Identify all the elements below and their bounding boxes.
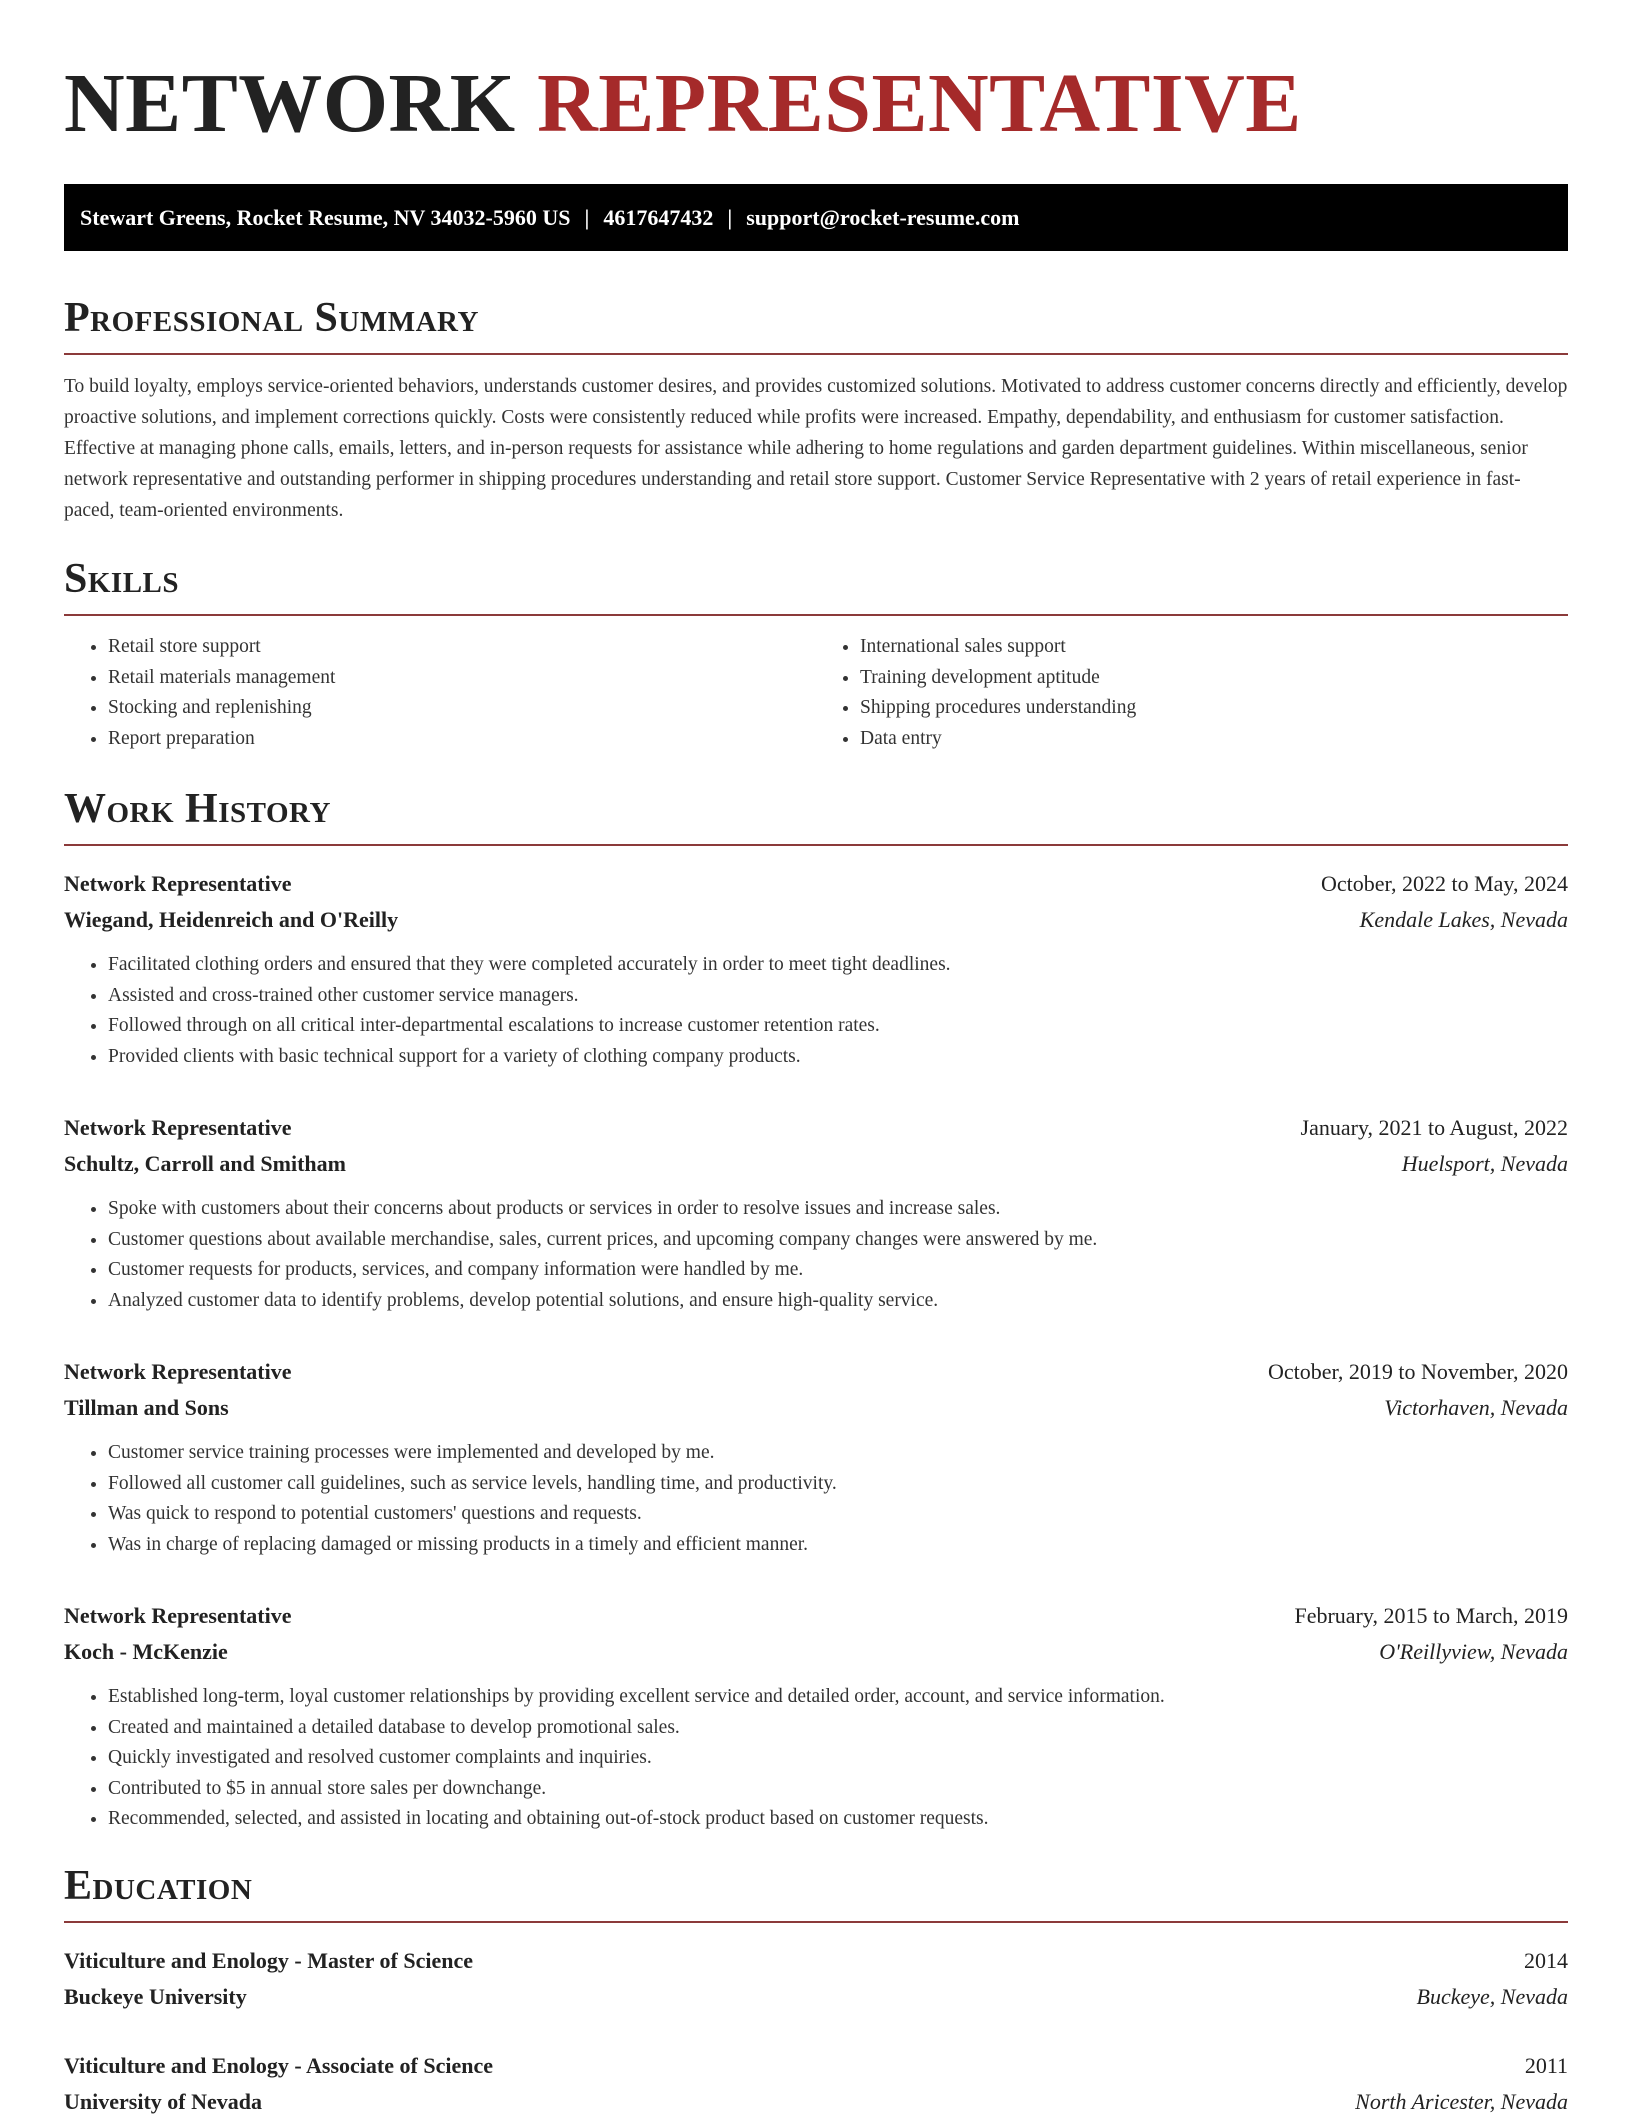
skill-item: • Retail store support [108,632,816,663]
job-title: Network Representative [64,871,292,896]
job-bullet: • Contributed to $5 in annual store sales per downchange. [108,1774,1568,1805]
education-entry [64,1943,1568,2015]
job-bullet: • Customer service training processes were implemented and developed by me. [108,1438,1568,1469]
job-entry [64,1354,1568,1560]
education-degree: Viticulture and Enology - Associate of Science [64,2052,493,2078]
job-title: Network Representative [64,1603,292,1628]
education-heading: Education [64,1862,253,1909]
job-bullets [64,950,1568,1072]
job-entry [64,1110,1568,1316]
education-entry [64,2048,1568,2120]
job-location: Kendale Lakes, Nevada [1359,907,1568,932]
resume-page [64,0,1568,2120]
job-header-row [64,1598,1568,1634]
job-bullets [64,1194,1568,1316]
summary-heading: Professional Summary [64,295,479,341]
job-location: Huelsport, Nevada [1401,1151,1568,1176]
job-bullet: • Followed through on all critical inter-departmental escalations to increase customer retention rates. [108,1011,1568,1042]
skill-item: • Retail materials management [108,663,816,694]
skill-item: • Report preparation [108,724,816,755]
contact-separator: | [727,204,733,230]
job-dates: October, 2019 to November, 2020 [1267,1359,1568,1384]
summary-text: To build loyalty, employs service-oriented behaviors, understands customer desires, and provides customized solutions. Motivated to address customer concerns directly and efficiently, develop proactive solutions, and implement corrections quickly. Costs were consistently reduced while profits were increased. Empathy, dependability, and enthusiasm for customer satisfaction. Effective at managing phone calls, emails, letters, and in-person requests for assistance while adhering to home regulations and garden department guidelines. Within miscellaneous, senior network representative and outstanding performer in shipping procedures understanding and retail store support. Customer Service Representative with 2 years of retail experience in fast-paced, team-oriented environments. [64,376,1568,521]
job-bullet: • Established long-term, loyal customer relationships by providing excellent service and detailed order, account, and service information. [108,1682,1568,1713]
job-entry [64,1598,1568,1835]
job-bullet: • Created and maintained a detailed database to develop promotional sales. [108,1713,1568,1744]
education-degree: Viticulture and Enology - Master of Science [64,1947,473,1973]
job-location: O'Reillyview, Nevada [1379,1639,1568,1664]
skill-item: • Data entry [860,724,1568,755]
job-company: Wiegand, Heidenreich and O'Reilly [64,907,399,932]
education-year: 2014 [1524,1947,1568,1973]
education-school: Buckeye University [64,1983,247,2009]
job-title: Network Representative [64,1359,292,1384]
job-location: Victorhaven, Nevada [1384,1395,1568,1420]
work-history-heading: Work History [64,786,331,832]
skill-item: • Stocking and replenishing [108,693,816,724]
education-location: North Aricester, Nevada [1355,2088,1568,2114]
section-divider [64,1921,1568,1923]
skills-grid [64,632,1568,754]
job-company-row [64,1146,1568,1182]
job-bullet: • Customer requests for products, services, and company information were handled by me. [108,1255,1568,1286]
job-bullets [64,1682,1568,1835]
education-location: Buckeye, Nevada [1416,1983,1568,2009]
education-school-row [64,2084,1568,2120]
job-bullet: • Analyzed customer data to identify problems, develop potential solutions, and ensure high-quality service. [108,1286,1568,1317]
contact-address: Stewart Greens, Rocket Resume, NV 34032-5960 US [80,204,571,230]
contact-phone: 4617647432 [603,204,714,230]
job-bullet: • Spoke with customers about their concerns about products or services in order to resolve issues and increase sales. [108,1194,1568,1225]
job-company-row [64,1634,1568,1670]
education-year: 2011 [1524,2052,1568,2078]
job-dates: October, 2022 to May, 2024 [1321,871,1568,896]
job-header-row [64,866,1568,902]
job-company-row [64,902,1568,938]
skill-item: • Training development aptitude [860,663,1568,694]
job-entry [64,866,1568,1072]
job-bullet: • Assisted and cross-trained other customer service managers. [108,981,1568,1012]
job-header-row [64,1354,1568,1390]
job-bullet: • Recommended, selected, and assisted in locating and obtaining out-of-stock product based on customer requests. [108,1804,1568,1835]
job-bullet: • Followed all customer call guidelines, such as service levels, handling time, and productivity. [108,1469,1568,1500]
contact-bar [64,184,1568,251]
job-bullet: • Was quick to respond to potential customers' questions and requests. [108,1499,1568,1530]
section-divider [64,844,1568,846]
job-dates: February, 2015 to March, 2019 [1294,1603,1568,1628]
education-school: University of Nevada [64,2088,262,2114]
skills-column-left [64,632,816,754]
job-header-row [64,1110,1568,1146]
section-divider [64,614,1568,616]
job-company-row [64,1390,1568,1426]
title-first-word: NETWORK [64,57,516,150]
contact-email: support@rocket-resume.com [746,204,1020,230]
skill-item: • Shipping procedures understanding [860,693,1568,724]
skills-heading: Skills [64,556,180,602]
job-bullet: • Customer questions about available merchandise, sales, current prices, and upcoming company changes were answered by me. [108,1225,1568,1256]
job-company: Schultz, Carroll and Smitham [64,1151,346,1176]
job-dates: January, 2021 to August, 2022 [1300,1115,1568,1140]
education-header-row [64,1943,1568,1979]
skills-column-right [816,632,1568,754]
job-company: Koch - McKenzie [64,1639,228,1664]
job-company: Tillman and Sons [64,1395,229,1420]
job-bullet: • Provided clients with basic technical support for a variety of clothing company products. [108,1042,1568,1073]
job-bullet: • Facilitated clothing orders and ensured that they were completed accurately in order to meet tight deadlines. [108,950,1568,981]
job-bullet: • Quickly investigated and resolved customer complaints and inquiries. [108,1743,1568,1774]
job-title: Network Representative [64,1115,292,1140]
job-bullets [64,1438,1568,1560]
skill-item: • International sales support [860,632,1568,663]
section-divider [64,353,1568,355]
title-accent-word: REPRESENTATIVE [537,57,1302,150]
contact-separator: | [584,204,590,230]
resume-title [64,0,1568,150]
education-school-row [64,1979,1568,2015]
education-header-row [64,2048,1568,2084]
job-bullet: • Was in charge of replacing damaged or missing products in a timely and efficient manner. [108,1530,1568,1561]
